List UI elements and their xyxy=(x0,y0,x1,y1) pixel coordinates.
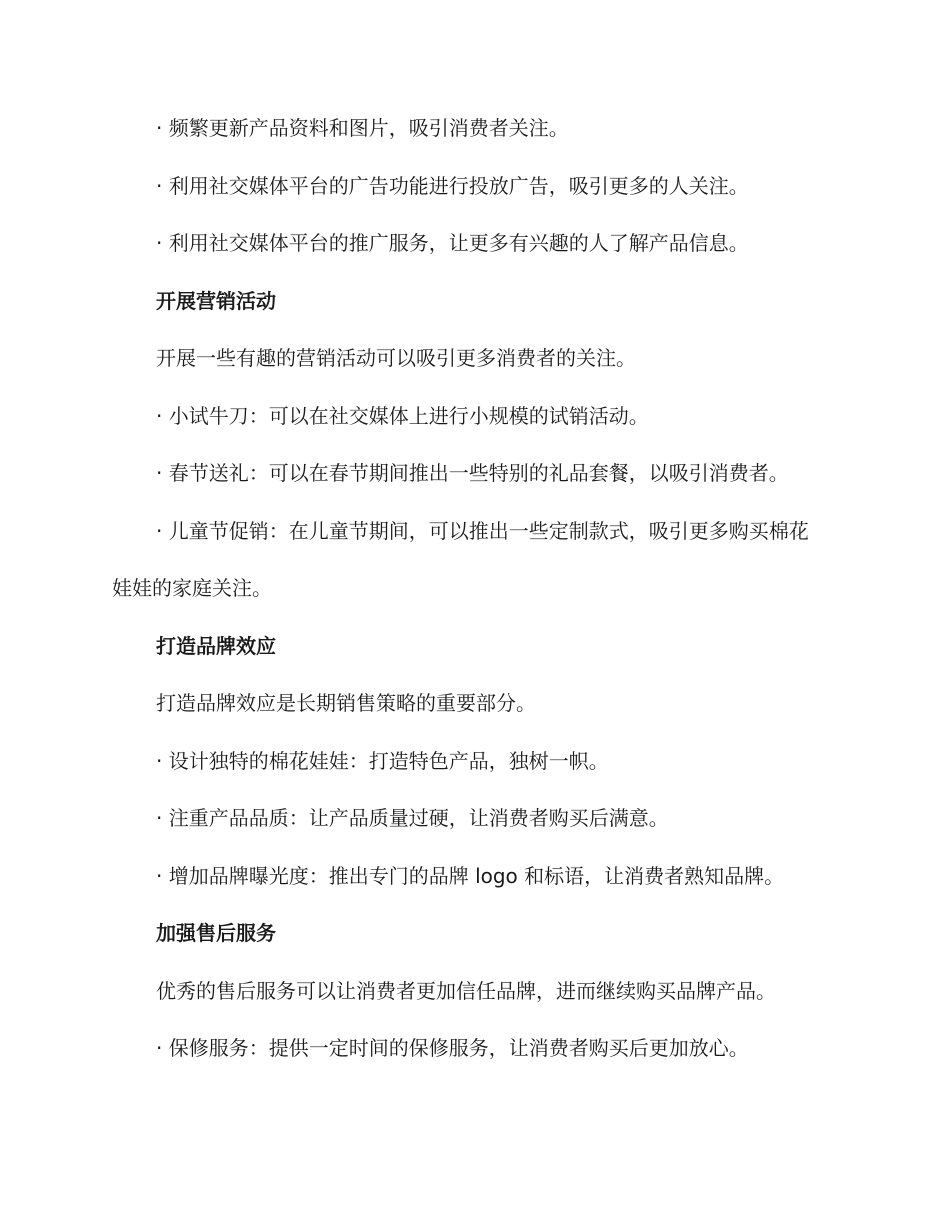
bullet-item: · 注重产品品质：让产品质量过硬，让消费者购买后满意。 xyxy=(156,806,669,830)
body-paragraph: 优秀的售后服务可以让消费者更加信任品牌，进而继续购买品牌产品。 xyxy=(156,978,776,1003)
bullet-item: · 利用社交媒体平台的推广服务，让更多有兴趣的人了解产品信息。 xyxy=(156,231,749,255)
bullet-item: · 小试牛刀：可以在社交媒体上进行小规模的试销活动。 xyxy=(156,403,649,428)
document-body xyxy=(112,100,828,1078)
bullet-item: · 保修服务：提供一定时间的保修服务，让消费者购买后更加放心。 xyxy=(156,1036,749,1060)
bullet-item: · 利用社交媒体平台的广告功能进行投放广告，吸引更多的人关注。 xyxy=(156,173,749,198)
body-paragraph: 打造品牌效应是长期销售策略的重要部分。 xyxy=(156,691,536,715)
section-heading: 打造品牌效应 xyxy=(156,633,276,658)
bullet-item: · 儿童节促销：在儿童节期间，可以推出一些定制款式，吸引更多购买棉花娃娃的家庭关注。 xyxy=(112,518,809,600)
bullet-item: · 设计独特的棉花娃娃：打造特色产品，独树一帜。 xyxy=(156,748,609,773)
bullet-item: · 增加品牌曝光度：推出专门的品牌 logo 和标语，让消费者熟知品牌。 xyxy=(156,863,785,888)
section-heading: 开展营销活动 xyxy=(156,288,276,313)
section-heading: 加强售后服务 xyxy=(156,921,276,945)
bullet-item: · 频繁更新产品资料和图片，吸引消费者关注。 xyxy=(156,116,569,140)
bullet-item: · 春节送礼：可以在春节期间推出一些特别的礼品套餐，以吸引消费者。 xyxy=(156,461,789,485)
body-paragraph: 开展一些有趣的营销活动可以吸引更多消费者的关注。 xyxy=(156,346,636,370)
